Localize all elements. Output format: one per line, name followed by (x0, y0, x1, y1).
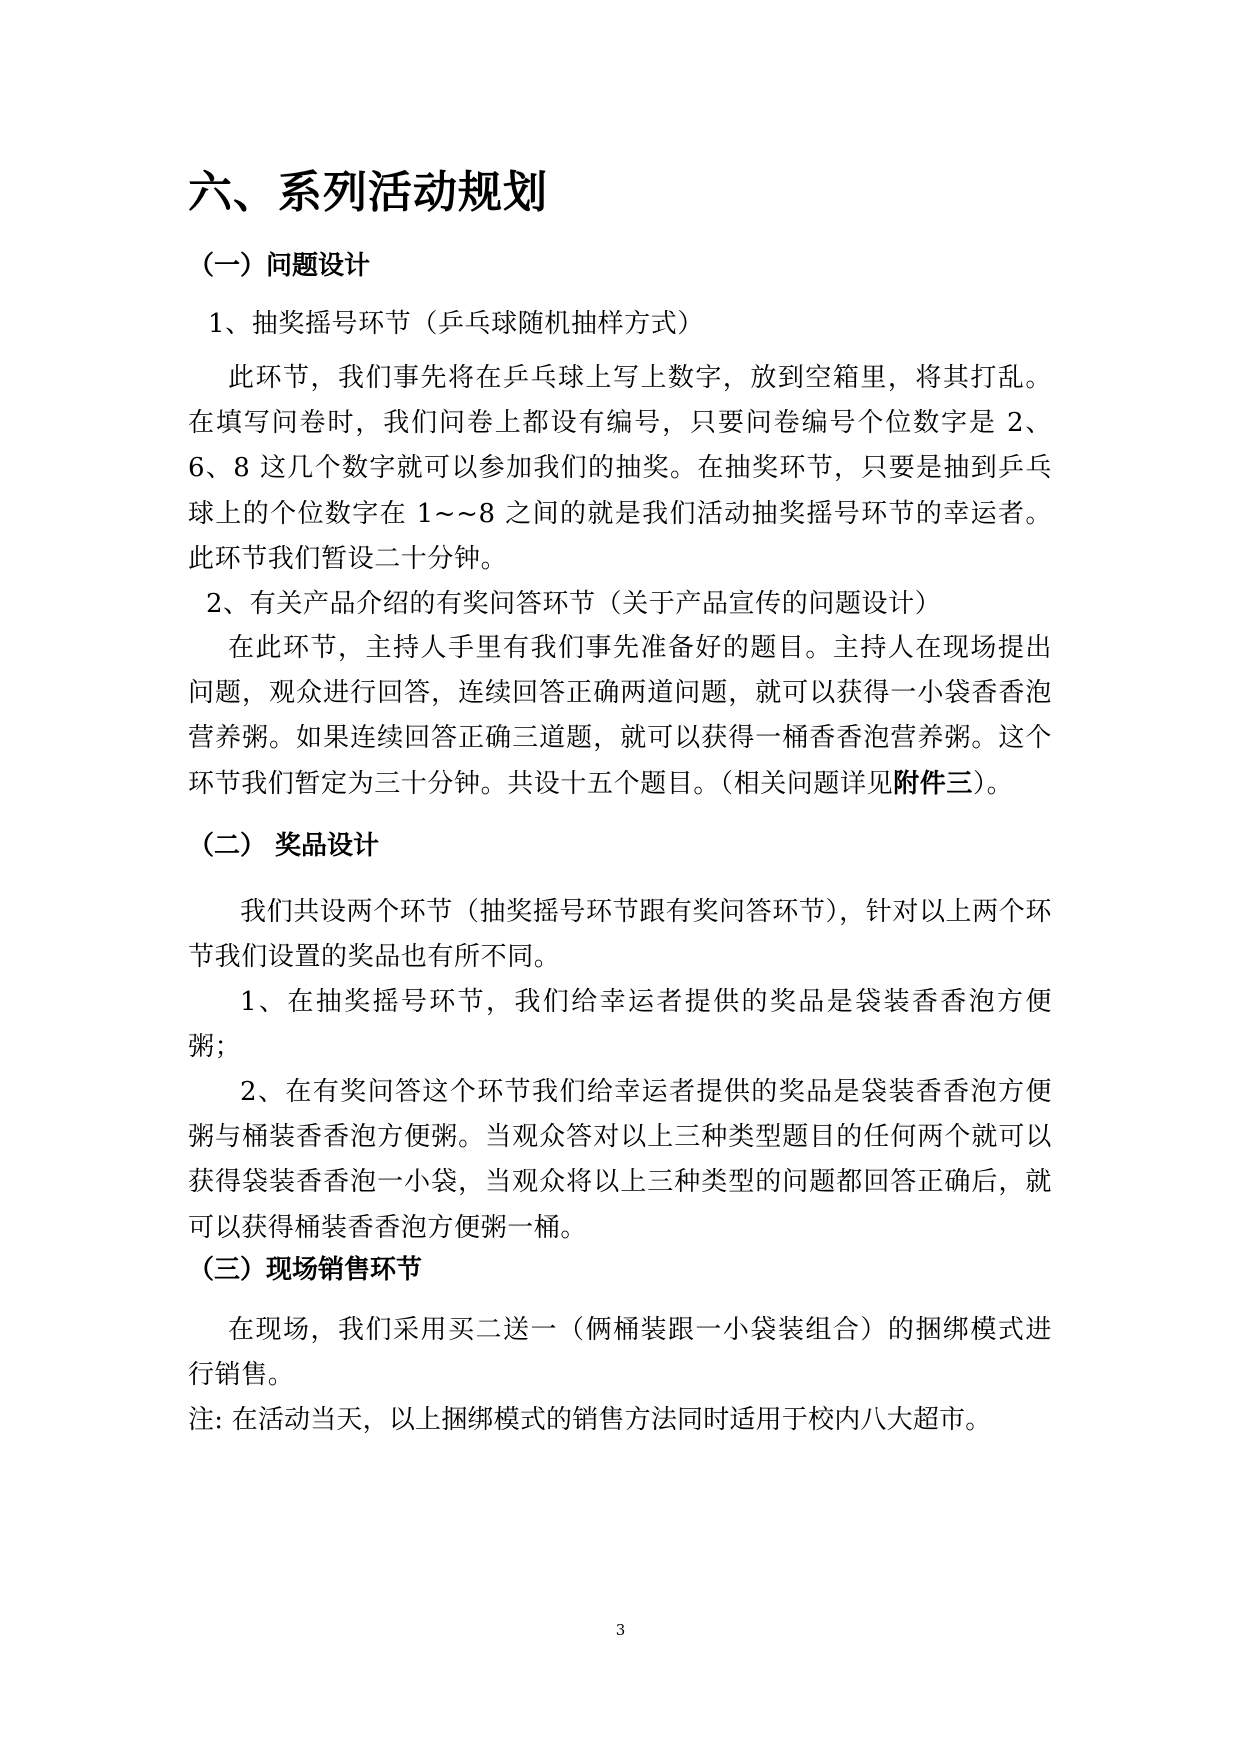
paragraph-quiz-description (188, 626, 1052, 807)
appendix-reference-close: ）。 (973, 768, 1014, 799)
quiz-description-text: 在此环节，主持人手里有我们事先准备好的题目。主持人在现场提出问题，观众进行回答，连续回答正确两道问题，就可以获得一小袋香香泡营养粥。如果连续回答正确三道题，就可以获得一桶香香泡营养粥。这个环节我们暂定为三十分钟。共设十五个题目。（相关问题详见 (188, 633, 1052, 799)
paragraph-sales-note: 注: 在活动当天，以上捆绑模式的销售方法同时适用于校内八大超市。 (188, 1405, 992, 1435)
paragraph-lottery-description: 此环节，我们事先将在乒乓球上写上数字，放到空箱里，将其打乱。在填写问卷时，我们问卷上都设有编号，只要问卷编号个位数字是 2、6、8 这几个数字就可以参加我们的抽奖。在抽奖环节，只要是抽到乒乓球上的个位数字在 1~~8 之间的就是我们活动抽奖摇号环节的幸运者。此环节我们暂设二十分钟。 (188, 363, 1052, 574)
paragraph-prize-lottery: 1、在抽奖摇号环节，我们给幸运者提供的奖品是袋装香香泡方便粥； (188, 987, 1052, 1063)
section-heading-problem-design: （一）问题设计 (188, 251, 371, 281)
paragraph-sales-description: 在现场，我们采用买二送一（俩桶装跟一小袋装组合）的捆绑模式进行销售。 (188, 1315, 1052, 1391)
section-heading-onsite-sales: （三）现场销售环节 (188, 1255, 423, 1285)
section-heading-prize-design: （二） 奖品设计 (188, 831, 380, 861)
appendix-reference: 附件三 (893, 768, 974, 799)
paragraph-prize-quiz: 2、在有奖问答这个环节我们给幸运者提供的奖品是袋装香香泡方便粥与桶装香香泡方便粥。当观众答对以上三种类型题目的任何两个就可以获得袋装香香泡一小袋，当观众将以上三种类型的问题都回答正确后，就可以获得桶装香香泡方便粥一桶。 (188, 1077, 1052, 1243)
page-title: 六、系列活动规划 (188, 167, 548, 218)
paragraph-quiz-title: 2、有关产品介绍的有奖问答环节（关于产品宣传的问题设计） (206, 589, 942, 619)
paragraph-prize-intro: 我们共设两个环节（抽奖摇号环节跟有奖问答环节），针对以上两个环节我们设置的奖品也有所不同。 (188, 897, 1052, 973)
page-number: 3 (615, 1621, 626, 1639)
paragraph-lottery-title: 1、抽奖摇号环节（乒乓球随机抽样方式） (208, 309, 704, 339)
